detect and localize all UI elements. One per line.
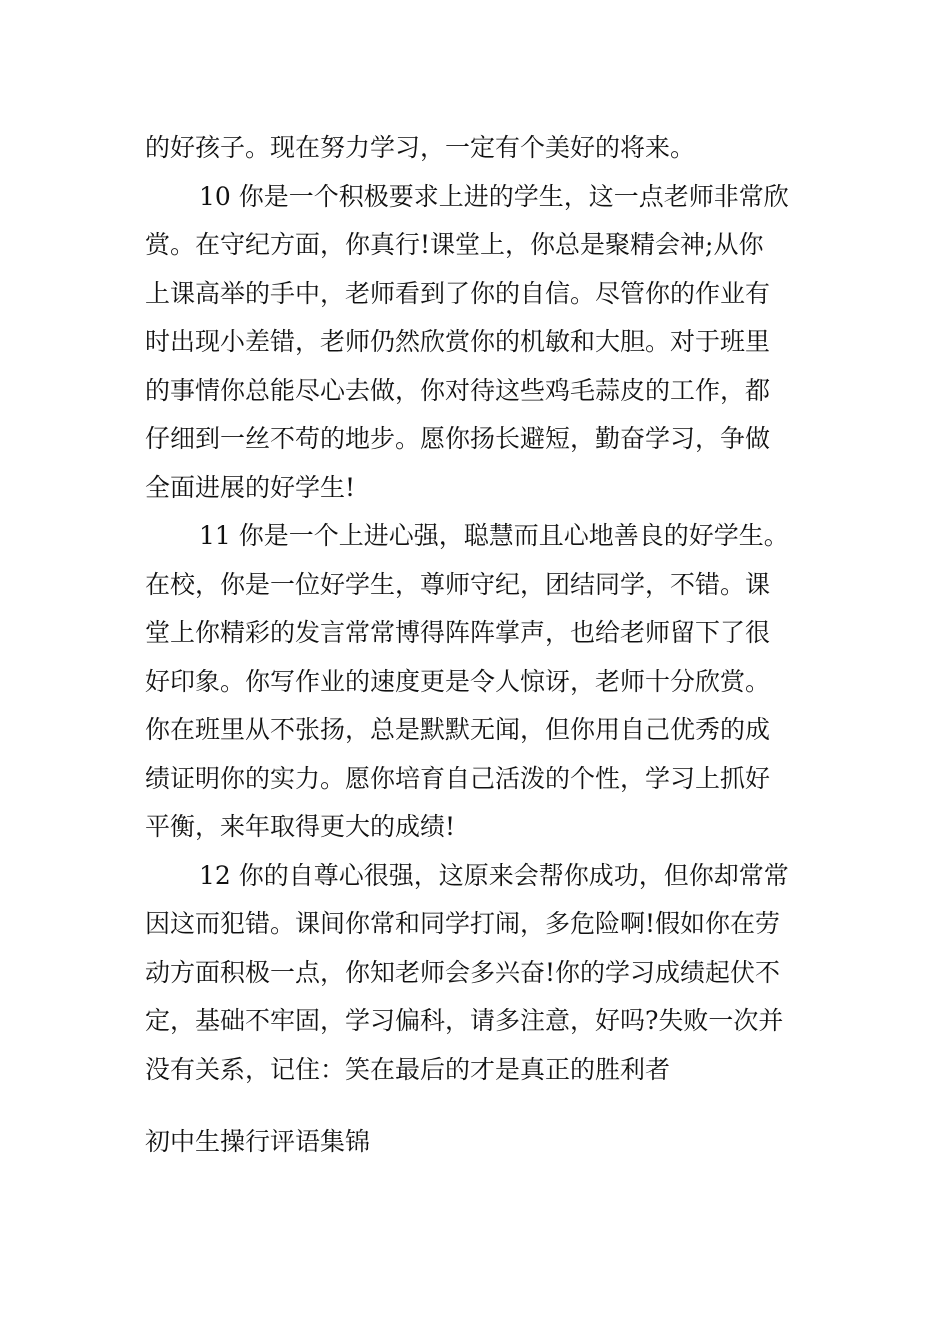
document-body xyxy=(145,124,807,1094)
text-line: 在校，你是一位好学生，尊师守纪，团结同学，不错。课 xyxy=(145,569,771,599)
text-line: 因这而犯错。课间你常和同学打闹，多危险啊!假如你在劳 xyxy=(145,909,781,938)
text-line: 好印象。你写作业的速度更是令人惊讶，老师十分欣赏。 xyxy=(145,666,771,696)
text-line: 赏。在守纪方面，你真行!课堂上，你总是聚精会神;从你 xyxy=(145,230,764,259)
section-title: 初中生操行评语集锦 xyxy=(145,1127,371,1156)
text-line: 定，基础不牢固，学习偏科，请多注意，好吗?失败一次并 xyxy=(145,1006,784,1035)
text-line: 的事情你总能尽心去做，你对待这些鸡毛蒜皮的工作，都 xyxy=(145,375,771,405)
text-line: 动方面积极一点，你知老师会多兴奋!你的学习成绩起伏不 xyxy=(145,957,781,987)
text-line: 上课高举的手中，老师看到了你的自信。尽管你的作业有 xyxy=(145,278,771,308)
paragraph-11 xyxy=(145,512,807,852)
text-line: 的好孩子。现在努力学习，一定有个美好的将来。 xyxy=(145,133,696,162)
text-line: 堂上你精彩的发言常常博得阵阵掌声，也给老师留下了很 xyxy=(145,618,771,647)
text-line: 绩证明你的实力。愿你培育自己活泼的个性，学习上抓好 xyxy=(145,763,771,793)
text-line: 11 你是一个上进心强，聪慧而且心地善良的好学生。 xyxy=(199,521,789,550)
text-line: 仔细到一丝不苟的地步。愿你扬长避短，勤奋学习，争做 xyxy=(145,424,771,453)
continued-paragraph xyxy=(145,124,807,173)
text-line: 没有关系，记住：笑在最后的才是真正的胜利者 xyxy=(145,1054,671,1084)
text-line: 全面进展的好学生! xyxy=(145,472,356,502)
paragraph-10 xyxy=(145,173,807,513)
text-line: 12 你的自尊心很强，这原来会帮你成功，但你却常常 xyxy=(199,860,789,890)
paragraph-12 xyxy=(145,852,807,1095)
text-line: 你在班里从不张扬，总是默默无闻，但你用自己优秀的成 xyxy=(145,715,771,744)
text-line: 平衡，来年取得更大的成绩! xyxy=(145,812,456,841)
text-line: 时出现小差错，老师仍然欣赏你的机敏和大胆。对于班里 xyxy=(145,327,771,356)
text-line: 10 你是一个积极要求上进的学生，这一点老师非常欣 xyxy=(199,181,789,211)
